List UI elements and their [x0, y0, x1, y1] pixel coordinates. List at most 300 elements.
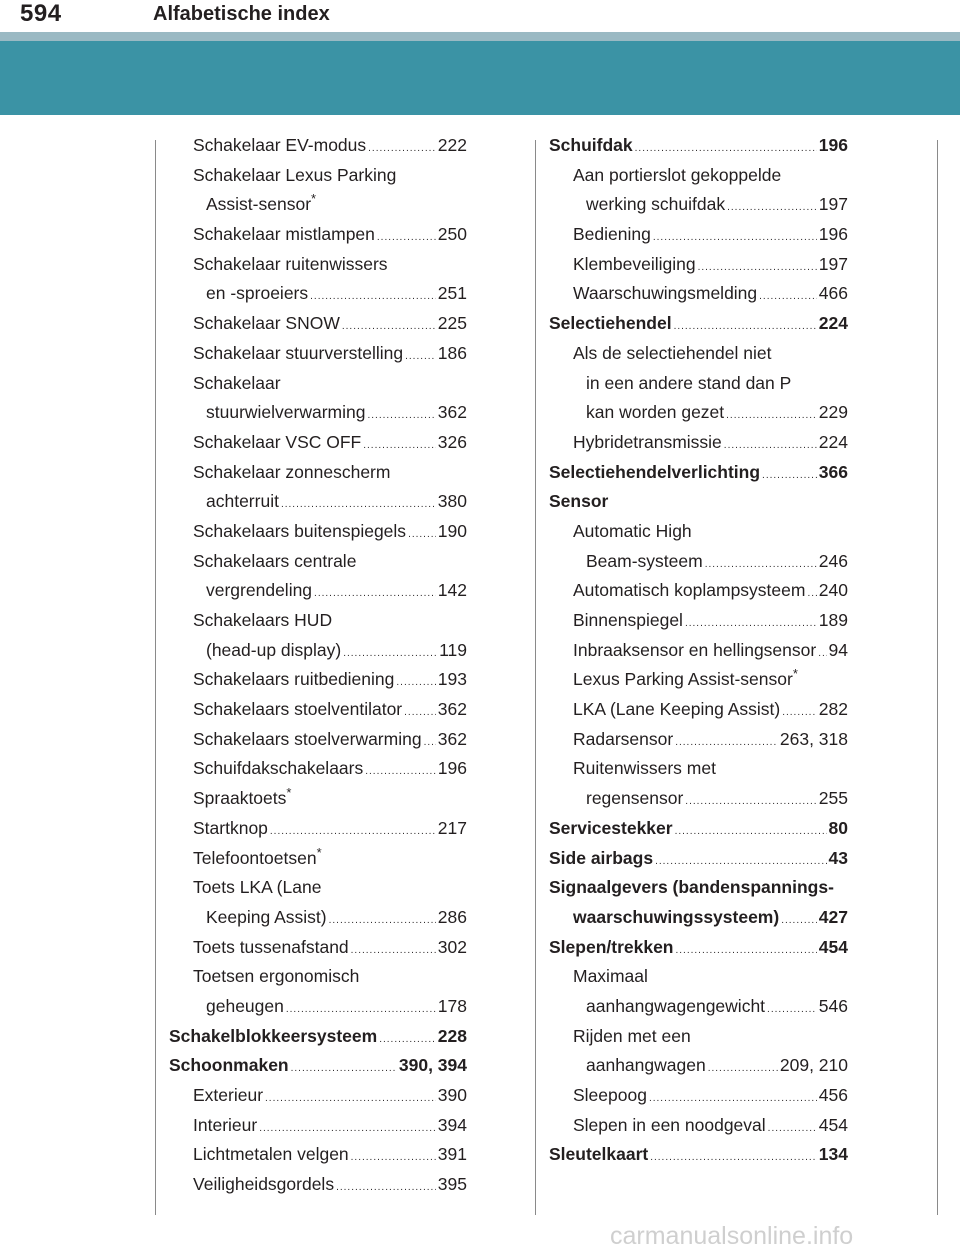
header-divider: [0, 32, 960, 41]
entry-text: Signaalgevers (bandenspannings-: [549, 877, 834, 898]
entry-text: Sensor: [549, 491, 609, 512]
dot-leader: [635, 134, 817, 164]
index-entry: [549, 428, 848, 458]
dot-leader: [365, 757, 436, 787]
entry-label: [206, 279, 308, 309]
entry-text: vergrendeling: [206, 580, 313, 601]
index-entry: [169, 576, 467, 606]
dot-leader: [368, 134, 436, 164]
dot-leader: [342, 312, 436, 342]
dot-leader: [368, 401, 436, 431]
entry-label: [549, 933, 674, 963]
index-entry: [169, 458, 467, 488]
column-divider-left: [155, 140, 156, 1215]
dot-leader: [351, 1143, 436, 1173]
page-reference: 390, 394: [398, 1055, 467, 1076]
index-entry: [549, 190, 848, 220]
page-reference: 250: [437, 224, 467, 245]
page-reference: 240: [818, 580, 848, 601]
page-reference: 189: [818, 610, 848, 630]
dot-leader: [650, 1143, 817, 1173]
entry-text: Schakelaars buitenspiegels: [193, 520, 407, 541]
dot-leader: [767, 995, 817, 1025]
entry-text: Schakelaars ruitbediening: [193, 669, 395, 690]
entry-label: [573, 1022, 691, 1052]
entry-text: Schakelaars HUD: [193, 610, 333, 630]
entry-label: [193, 161, 396, 191]
index-entry: [549, 339, 848, 369]
index-entry: [169, 131, 467, 161]
dot-leader: [291, 1054, 397, 1084]
entry-label: [549, 487, 608, 517]
entry-text: Klembeveiliging: [573, 253, 696, 274]
index-entry: [169, 725, 467, 755]
index-entry: [169, 606, 467, 636]
entry-text: Schakelaar stuurverstelling: [193, 342, 404, 363]
index-entry: [169, 1140, 467, 1170]
entry-label: [586, 190, 725, 220]
entry-text: Selectiehendel: [549, 313, 672, 334]
entry-text: LKA (Lane Keeping Assist): [573, 699, 781, 720]
index-heading: [549, 903, 848, 933]
dot-leader: [675, 728, 778, 758]
entry-text: Telefoontoetsen: [193, 847, 317, 868]
entry-label: [193, 517, 406, 547]
entry-text: Toetsen ergonomisch: [193, 966, 360, 987]
dot-leader: [782, 698, 817, 728]
index-entry: [549, 636, 848, 666]
index-entry: [549, 250, 848, 280]
page-reference: 456: [818, 1085, 848, 1105]
page-reference: 286: [437, 906, 467, 927]
dot-leader: [329, 906, 436, 936]
index-entry: [549, 725, 848, 755]
page-reference: 380: [437, 491, 467, 512]
entry-label: [193, 1140, 349, 1170]
dot-leader: [314, 579, 436, 609]
page-reference: 229: [818, 402, 848, 423]
entry-label: [573, 339, 771, 369]
index-entry: [549, 161, 848, 191]
entry-text: waarschuwingssysteem): [573, 906, 780, 927]
page-reference: 190: [437, 520, 467, 541]
entry-text: Schakelblokkeersysteem: [169, 1025, 378, 1046]
entry-text: geheugen: [206, 995, 284, 1016]
index-entry: [169, 517, 467, 547]
entry-label: [573, 279, 757, 309]
page-reference: 196: [818, 224, 848, 245]
entry-text: Sleepoog: [573, 1085, 647, 1105]
dot-leader: [265, 1084, 436, 1114]
index-entry: [549, 279, 848, 309]
index-entry: [169, 695, 467, 725]
entry-label: [193, 369, 281, 399]
page-reference: 196: [818, 135, 848, 155]
page-reference: 94: [828, 639, 848, 660]
entry-label: [193, 1170, 334, 1200]
dot-leader: [676, 936, 817, 966]
entry-text: Assist-sensor: [206, 194, 312, 215]
index-entry: [169, 161, 467, 191]
entry-text: Maximaal: [573, 966, 648, 987]
entry-label: [193, 844, 322, 874]
entry-text: Ruitenwissers met: [573, 758, 716, 779]
dot-leader: [708, 1054, 778, 1084]
index-entry: [169, 220, 467, 250]
page-reference: 209, 210: [779, 1055, 848, 1076]
entry-text: Sleutelkaart: [549, 1144, 649, 1165]
entry-text: kan worden gezet: [586, 402, 725, 423]
entry-label: [586, 992, 765, 1022]
entry-label: [573, 636, 816, 666]
page-reference: 454: [818, 1114, 848, 1135]
index-heading: [549, 458, 848, 488]
entry-text: Als de selectiehendel niet: [573, 342, 772, 363]
entry-text: Automatisch koplampsysteem: [573, 580, 806, 601]
footnote-marker: *: [311, 191, 317, 207]
dot-leader: [396, 668, 435, 698]
entry-text: Exterieur: [193, 1085, 264, 1105]
entry-text: Schuifdakschakelaars: [193, 758, 364, 779]
entry-label: [573, 576, 805, 606]
entry-label: [206, 992, 284, 1022]
entry-label: [193, 665, 394, 695]
index-entry: [169, 487, 467, 517]
entry-text: Schuifdak: [549, 135, 633, 155]
index-entry: [549, 547, 848, 577]
entry-text: Schakelaar mistlampen: [193, 224, 375, 245]
entry-text: Toets tussenafstand: [193, 936, 349, 957]
index-entry: [549, 1081, 848, 1111]
page-reference: 362: [437, 728, 467, 749]
index-entry: [169, 250, 467, 280]
index-entry: [549, 220, 848, 250]
index-entry: [549, 754, 848, 784]
entry-text: Slepen/trekken: [549, 936, 674, 957]
dot-leader: [727, 193, 817, 223]
index-entry: [169, 398, 467, 428]
index-entry: [169, 873, 467, 903]
index-heading: [549, 873, 848, 903]
index-entry: [549, 784, 848, 814]
entry-label: [193, 458, 390, 488]
entry-label: [193, 339, 403, 369]
entry-text: Binnenspiegel: [573, 610, 683, 630]
index-entry: [549, 517, 848, 547]
page-reference: 193: [437, 669, 467, 690]
index-heading: [549, 487, 848, 517]
index-heading: [549, 933, 848, 963]
page-reference: 134: [818, 1144, 848, 1165]
entry-label: [573, 220, 651, 250]
dot-leader: [655, 847, 826, 877]
entry-label: [573, 754, 716, 784]
index-entry: [169, 1111, 467, 1141]
entry-label: [193, 250, 388, 280]
page-reference: 282: [818, 699, 848, 720]
entry-label: [573, 250, 696, 280]
entry-text: Keeping Assist): [206, 906, 327, 927]
entry-label: [549, 844, 653, 874]
entry-label: [193, 695, 402, 725]
entry-label: [193, 933, 349, 963]
entry-label: [193, 309, 340, 339]
dot-leader: [759, 282, 817, 312]
dot-leader: [363, 431, 436, 461]
page-reference: 302: [437, 936, 467, 957]
entry-label: [206, 190, 316, 220]
index-entry: [169, 369, 467, 399]
dot-leader: [649, 1084, 817, 1114]
index-entry: [169, 784, 467, 814]
entry-label: [206, 398, 366, 428]
dot-leader: [724, 431, 817, 461]
entry-label: [573, 1081, 647, 1111]
index-entry: [169, 814, 467, 844]
entry-text: Radarsensor: [573, 728, 674, 749]
page-reference: 224: [818, 431, 848, 452]
page-reference: 43: [828, 847, 848, 868]
footnote-marker: *: [286, 785, 292, 801]
entry-label: [549, 309, 672, 339]
page-reference: 142: [437, 580, 467, 601]
entry-text: Hybridetransmissie: [573, 431, 722, 452]
entry-label: [549, 458, 760, 488]
entry-label: [586, 398, 724, 428]
dot-leader: [685, 609, 817, 639]
entry-label: [193, 606, 332, 636]
page-title: Alfabetische index: [153, 3, 330, 25]
index-entry: [549, 665, 848, 695]
page-reference: 80: [828, 817, 848, 838]
dot-leader: [270, 817, 436, 847]
entry-label: [573, 725, 673, 755]
entry-label: [573, 606, 683, 636]
entry-text: Automatic High: [573, 520, 692, 541]
index-entry: [169, 933, 467, 963]
dot-leader: [424, 728, 436, 758]
entry-text: Inbraaksensor en hellingsensor: [573, 639, 817, 660]
entry-text: Bediening: [573, 224, 651, 245]
dot-leader: [768, 1114, 817, 1144]
dot-leader: [310, 282, 436, 312]
column-divider-right: [937, 140, 938, 1215]
entry-label: [573, 1111, 766, 1141]
dot-leader: [405, 342, 436, 372]
index-entry: [169, 428, 467, 458]
entry-text: Schoonmaken: [169, 1055, 289, 1076]
entry-label: [206, 636, 341, 666]
entry-text: en -sproeiers: [206, 283, 309, 304]
index-entry: [169, 754, 467, 784]
entry-label: [193, 962, 359, 992]
entry-text: aanhangwagengewicht: [586, 995, 766, 1016]
entry-label: [586, 784, 683, 814]
index-heading: [549, 131, 848, 161]
index-entry: [549, 695, 848, 725]
entry-text: Selectiehendelverlichting: [549, 461, 761, 482]
page-reference: 119: [439, 639, 467, 660]
dot-leader: [818, 639, 826, 669]
page-reference: 251: [437, 283, 467, 304]
entry-label: [193, 220, 375, 250]
index-heading: [169, 1022, 467, 1052]
index-entry: [549, 576, 848, 606]
entry-label: [193, 1081, 263, 1111]
entry-text: aanhangwagen: [586, 1055, 706, 1076]
index-entry: [169, 665, 467, 695]
entry-text: Beam-systeem: [586, 550, 703, 571]
entry-label: [549, 814, 673, 844]
entry-label: [573, 903, 779, 933]
index-column-left: [169, 131, 467, 1200]
page-reference: 395: [437, 1174, 467, 1195]
page-reference: 225: [437, 313, 467, 334]
dot-leader: [674, 312, 817, 342]
dot-leader: [286, 995, 436, 1025]
index-heading: [549, 309, 848, 339]
entry-label: [193, 784, 291, 814]
entry-text: Schakelaar zonnescherm: [193, 461, 391, 482]
entry-label: [169, 1022, 377, 1052]
page-reference: 466: [818, 283, 848, 304]
entry-label: [573, 517, 692, 547]
index-entry: [169, 1081, 467, 1111]
dot-leader: [807, 579, 816, 609]
page-reference: 197: [818, 253, 848, 274]
entry-text: werking schuifdak: [586, 194, 726, 215]
dot-leader: [379, 1025, 436, 1055]
page-header: [0, 0, 960, 32]
index-entry: [169, 1170, 467, 1200]
index-entry: [549, 1111, 848, 1141]
page-reference: 246: [818, 550, 848, 571]
entry-label: [573, 428, 722, 458]
index-entry: [169, 962, 467, 992]
index-entry: [549, 606, 848, 636]
entry-text: Schakelaar EV-modus: [193, 135, 367, 155]
entry-text: Spraaktoets: [193, 788, 287, 809]
index-entry: [549, 1051, 848, 1081]
entry-label: [549, 873, 834, 903]
index-entry: [169, 636, 467, 666]
page-reference: 390: [437, 1085, 467, 1105]
entry-label: [206, 903, 327, 933]
page-reference: 178: [437, 995, 467, 1016]
page-reference: 362: [437, 699, 467, 720]
page-reference: 546: [818, 995, 848, 1016]
dot-leader: [685, 787, 817, 817]
page-reference: 362: [437, 402, 467, 423]
page-reference: 394: [437, 1114, 467, 1135]
entry-label: [193, 131, 366, 161]
entry-text: Toets LKA (Lane: [193, 877, 322, 898]
entry-text: Veiligheidsgordels: [193, 1174, 335, 1195]
footnote-marker: *: [792, 666, 798, 682]
page-reference: 427: [818, 906, 848, 927]
entry-label: [573, 962, 648, 992]
index-entry: [169, 844, 467, 874]
index-heading: [169, 1051, 467, 1081]
entry-text: Servicestekker: [549, 817, 673, 838]
entry-text: Schakelaar ruitenwissers: [193, 253, 388, 274]
entry-label: [586, 1051, 706, 1081]
dot-leader: [781, 906, 817, 936]
entry-label: [206, 576, 312, 606]
index-entry: [169, 547, 467, 577]
index-heading: [549, 814, 848, 844]
entry-label: [193, 428, 361, 458]
entry-text: Rijden met een: [573, 1025, 691, 1046]
index-entry: [169, 309, 467, 339]
entry-label: [549, 131, 633, 161]
entry-text: regensensor: [586, 788, 684, 809]
page-reference: 186: [437, 342, 467, 363]
page-number: 594: [20, 0, 62, 27]
entry-text: stuurwielverwarming: [206, 402, 366, 423]
entry-text: achterruit: [206, 491, 279, 512]
entry-label: [586, 369, 791, 399]
page-reference: 228: [437, 1025, 467, 1046]
entry-text: Schakelaars centrale: [193, 550, 357, 571]
entry-label: [193, 1111, 257, 1141]
dot-leader: [698, 253, 817, 283]
page-reference: 366: [818, 461, 848, 482]
dot-leader: [404, 698, 436, 728]
entry-text: (head-up display): [206, 639, 342, 660]
dot-leader: [281, 490, 436, 520]
dot-leader: [343, 639, 437, 669]
page-reference: 197: [818, 194, 848, 215]
dot-leader: [726, 401, 817, 431]
page-reference: 224: [818, 313, 848, 334]
entry-text: Schakelaars stoelverwarming: [193, 728, 422, 749]
entry-label: [573, 161, 781, 191]
entry-text: Waarschuwingsmelding: [573, 283, 758, 304]
entry-text: Interieur: [193, 1114, 258, 1135]
dot-leader: [336, 1173, 436, 1203]
column-divider-middle: [535, 140, 536, 1215]
dot-leader: [653, 223, 817, 253]
page-reference: 255: [818, 788, 848, 809]
index-heading: [549, 1140, 848, 1170]
entry-text: Aan portierslot gekoppelde: [573, 164, 782, 185]
dot-leader: [762, 461, 817, 491]
header-band: [0, 41, 960, 115]
dot-leader: [675, 817, 827, 847]
entry-text: Lichtmetalen velgen: [193, 1144, 349, 1165]
entry-label: [573, 695, 780, 725]
entry-text: Schakelaars stoelventilator: [193, 699, 403, 720]
entry-text: Startknop: [193, 817, 268, 838]
entry-text: Schakelaar Lexus Parking: [193, 164, 397, 185]
entry-label: [586, 547, 703, 577]
entry-text: Schakelaar VSC OFF: [193, 431, 362, 452]
index-entry: [549, 369, 848, 399]
entry-text: Schakelaar: [193, 372, 281, 393]
dot-leader: [351, 936, 436, 966]
entry-label: [193, 873, 321, 903]
entry-label: [193, 725, 422, 755]
entry-label: [549, 1140, 648, 1170]
dot-leader: [377, 223, 436, 253]
entry-label: [169, 1051, 289, 1081]
entry-label: [193, 547, 356, 577]
entry-label: [193, 754, 363, 784]
index-entry: [169, 190, 467, 220]
index-entry: [169, 279, 467, 309]
index-entry: [169, 339, 467, 369]
